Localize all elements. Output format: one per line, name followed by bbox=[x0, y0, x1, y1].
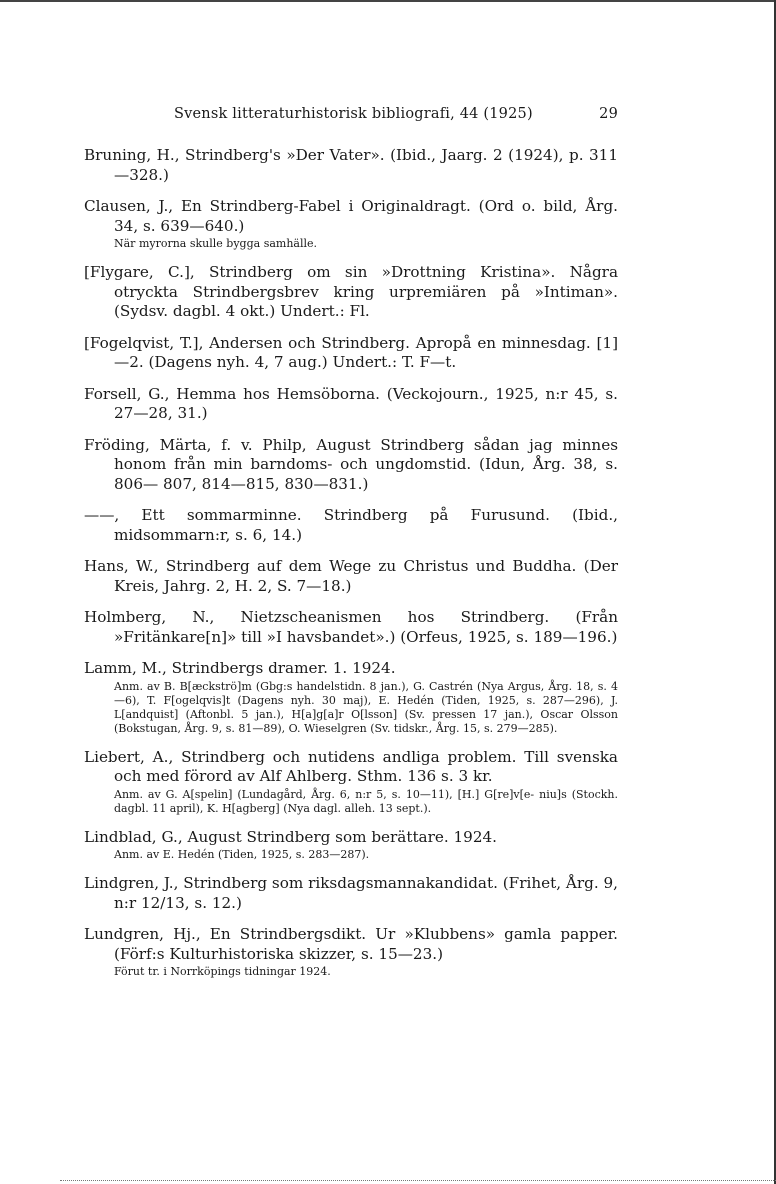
bibliography-entry bbox=[84, 557, 618, 596]
bibliography-entry bbox=[84, 197, 618, 251]
entry-citation: Liebert, A., Strindberg och nutidens andliga problem. Till svenska och med förord av Alf Ahlberg. Sthm. 136 s. 3 kr. bbox=[84, 747, 618, 785]
entry-citation: Forsell, G., Hemma hos Hemsöborna. (Veckojourn., 1925, n:r 45, s. 27—28, 31.) bbox=[84, 384, 618, 422]
entry-citation: [Fogelqvist, T.], Andersen och Strindberg. Apropå en minnesdag. [1] —2. (Dagens nyh. 4, 7 aug.) Undert.: T. F—t. bbox=[84, 333, 618, 371]
bibliography-entry bbox=[84, 385, 618, 424]
entry-note: Anm. av E. Hedén (Tiden, 1925, s. 283—287). bbox=[114, 848, 370, 861]
bibliography-list bbox=[84, 146, 618, 991]
bibliography-entry bbox=[84, 436, 618, 495]
scan-edge-top bbox=[0, 0, 776, 2]
bibliography-entry bbox=[84, 263, 618, 322]
bibliography-entry bbox=[84, 334, 618, 373]
entry-note: Anm. av B. B[æckströ]m (Gbg:s handelstidn. 8 jan.), G. Castrén (Nya Argus, Årg. 18, s. 4—6), T. F[ogelqvis]t (Dagens nyh. 30 maj), E. Hedén (Tiden, 1925, s. 287—296), J. L[andquist] (Aftonbl. 5 jan.), H[a]g[a]r O[lsson] (Sv. pressen 17 jan.), Oscar Olsson (Bokstugan, Årg. 9, s. 81—89), O. Wieselgren (Sv. tidskr., Årg. 15, s. 279—285). bbox=[114, 679, 618, 735]
entry-citation: Fröding, Märta, f. v. Philp, August Strindberg sådan jag minnes honom från min barndoms- och ungdomstid. (Idun, Årg. 38, s. 806— 807, 814—815, 830—831.) bbox=[84, 435, 618, 493]
bibliography-entry bbox=[84, 748, 618, 816]
entry-citation: ——, Ett sommarminne. Strindberg på Furusund. (Ibid., midsommarn:r, s. 6, 14.) bbox=[84, 506, 618, 544]
bibliography-entry bbox=[84, 506, 618, 545]
bibliography-entry bbox=[84, 874, 618, 913]
entry-citation: Holmberg, N., Nietzscheanismen hos Strindberg. (Från »Fritänkare[n]» till »I havsbandet».) (Orfeus, 1925, s. 189—196.) bbox=[84, 608, 618, 646]
page-number: 29 bbox=[599, 106, 618, 122]
entry-citation: Lindblad, G., August Strindberg som berättare. 1924. bbox=[84, 827, 497, 846]
bibliography-entry bbox=[84, 828, 618, 863]
entry-citation: Lundgren, Hj., En Strindbergsdikt. Ur »Klubbens» gamla papper. (Förf:s Kulturhistoriska skizzer, s. 15—23.) bbox=[84, 925, 618, 963]
entry-citation: Lindgren, J., Strindberg som riksdagsmannakandidat. (Frihet, Årg. 9, n:r 12/13, s. 12.) bbox=[84, 874, 618, 912]
running-title: Svensk litteraturhistorisk bibliografi, 44 (1925) bbox=[174, 106, 533, 122]
entry-citation: Lamm, M., Strindbergs dramer. 1. 1924. bbox=[84, 659, 396, 677]
entry-citation: Clausen, J., En Strindberg-Fabel i Originaldragt. (Ord o. bild, Årg. 34, s. 639—640.) bbox=[84, 197, 618, 235]
scan-edge-bottom bbox=[60, 1180, 776, 1182]
entry-note: Anm. av G. A[spelin] (Lundagård, Årg. 6, n:r 5, s. 10—11), [H.] G[re]v[e- niu]s (Stockh. dagbl. 11 april), K. H[agberg] (Nya dagl. alleh. 13 sept.). bbox=[114, 787, 618, 815]
entry-citation: Hans, W., Strindberg auf dem Wege zu Christus und Buddha. (Der Kreis, Jahrg. 2, H. 2, S. 7—18.) bbox=[84, 557, 618, 595]
entry-note: Förut tr. i Norrköpings tidningar 1924. bbox=[114, 965, 331, 978]
bibliography-entry bbox=[84, 146, 618, 185]
running-header bbox=[174, 106, 618, 122]
bibliography-entry bbox=[84, 659, 618, 736]
bibliography-entry bbox=[84, 925, 618, 979]
entry-citation: [Flygare, C.], Strindberg om sin »Drottning Kristina». Några otryckta Strindbergsbrev kring urpremiären på »Intiman». (Sydsv. dagbl. 4 okt.) Undert.: Fl. bbox=[84, 263, 618, 320]
bibliography-entry bbox=[84, 608, 618, 647]
entry-note: När myrorna skulle bygga samhälle. bbox=[114, 237, 318, 250]
entry-citation: Bruning, H., Strindberg's »Der Vater». (Ibid., Jaarg. 2 (1924), p. 311 —328.) bbox=[84, 146, 618, 184]
